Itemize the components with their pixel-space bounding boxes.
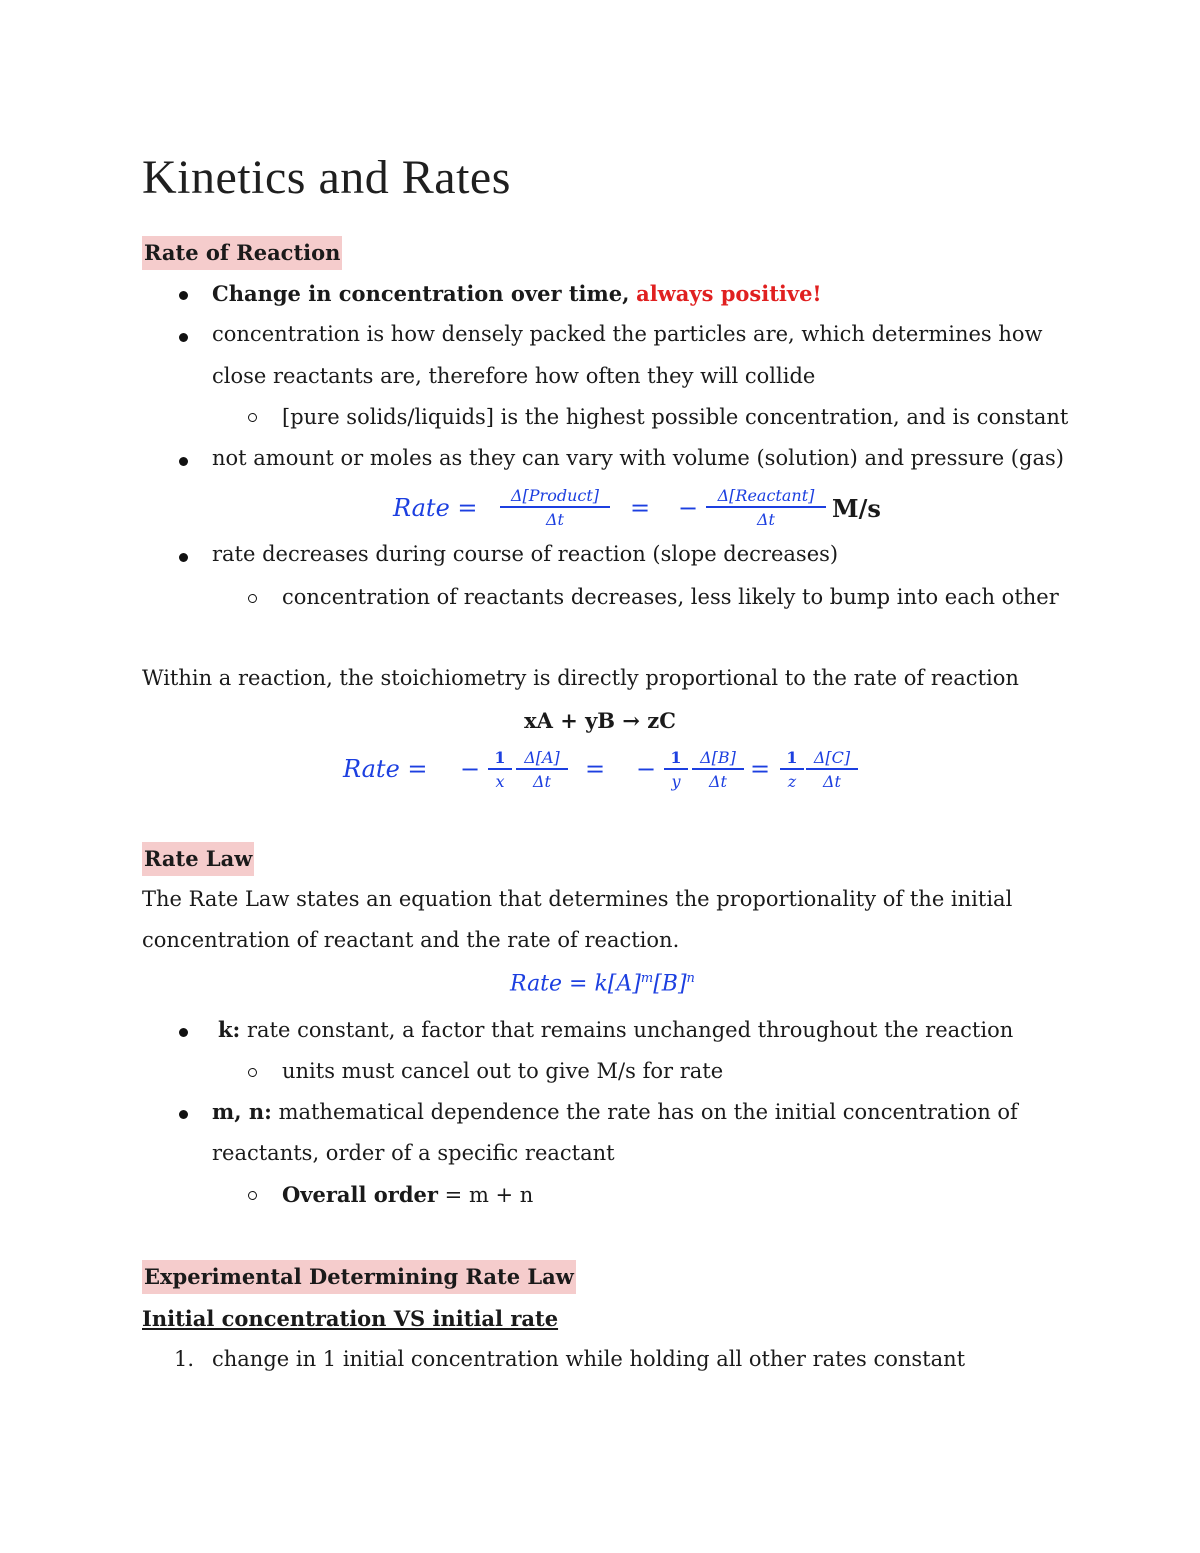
sub-bullet-overall-order: Overall order = m + n	[282, 1182, 534, 1207]
numbered-item-1: change in 1 initial concentration while holding all other rates constant	[212, 1347, 966, 1371]
section-heading-experimental: Experimental Determining Rate Law	[142, 1264, 576, 1289]
eq2-minus2: −	[636, 755, 657, 783]
sub-bullet-pure-solids: [pure solids/liquids] is the highest possible concentration, and is constant	[282, 405, 1069, 429]
eq2-lhs: Rate =	[343, 755, 428, 783]
sub-bullet-units-cancel: units must cancel out to give M/s for rate	[282, 1059, 724, 1083]
bullet-k-rate-constant: k: rate constant, a factor that remains unchanged throughout the reaction	[218, 1017, 1014, 1042]
reaction-equation: xA + yB → zC	[524, 708, 676, 733]
bullet-icon	[179, 333, 188, 342]
eq2-minus1: −	[460, 755, 481, 783]
rate-law-paragraph-line1: The Rate Law states an equation that determines the proportionality of the initial	[142, 887, 1013, 911]
bullet-concentration-line1: concentration is how densely packed the particles are, which determines how	[212, 322, 1043, 346]
sub-bullet-icon	[248, 1191, 257, 1200]
eq2-coef-x: $\frac{1}{x}$	[488, 748, 512, 791]
bullet-concentration-line2: close reactants are, therefore how often they will collide	[212, 364, 816, 388]
bullet-icon	[179, 1028, 188, 1037]
bullet-icon	[179, 457, 188, 466]
eq1-fraction-product: Δ[Product] Δt	[500, 486, 610, 529]
section-heading-rate-of-reaction: Rate of Reaction	[142, 240, 342, 265]
eq2-fraction-b: $\frac{\Delta[B]}{\Delta t}$	[692, 748, 744, 791]
eq2-fraction-a: $\frac{\Delta[A]}{\Delta t}$	[516, 748, 568, 791]
bullet-icon	[179, 553, 188, 562]
sub-bullet-icon	[248, 413, 257, 422]
eq2-equals2: =	[750, 755, 771, 783]
eq1-lhs: Rate =	[393, 494, 478, 522]
bullet-icon	[179, 1110, 188, 1119]
numbered-item-1-number: 1.	[174, 1347, 195, 1371]
stoichiometry-paragraph: Within a reaction, the stoichiometry is directly proportional to the rate of reaction	[142, 666, 1019, 690]
sub-bullet-concentration-decreases: concentration of reactants decreases, less likely to bump into each other	[282, 585, 1059, 609]
page-title: Kinetics and Rates	[142, 151, 511, 204]
bullet-icon	[179, 291, 188, 300]
eq2-fraction-c: $\frac{\Delta[C]}{\Delta t}$	[806, 748, 858, 791]
sub-bullet-icon	[248, 594, 257, 603]
eq1-unit: M/s	[832, 494, 881, 523]
eq2-coef-z: $\frac{1}{z}$	[780, 748, 804, 791]
subheading-initial-concentration: Initial concentration VS initial rate	[142, 1306, 559, 1331]
bullet-not-amount: not amount or moles as they can vary with volume (solution) and pressure (gas)	[212, 446, 1064, 470]
bullet-rate-decreases: rate decreases during course of reaction (slope decreases)	[212, 542, 839, 566]
bullet-change-in-concentration: Change in concentration over time, always positive!	[212, 281, 822, 306]
eq2-equals1: =	[585, 755, 606, 783]
eq2-coef-y: $\frac{1}{y}$	[664, 748, 688, 791]
bullet-m-n-line2: reactants, order of a specific reactant	[212, 1141, 615, 1165]
bullet-m-n-line1: m, n: mathematical dependence the rate has on the initial concentration of	[212, 1099, 1018, 1124]
section-heading-rate-law: Rate Law	[142, 846, 254, 871]
eq1-minus: −	[678, 494, 699, 522]
rate-law-equation: Rate = $k[A]^m[B]^n$	[510, 971, 695, 997]
sub-bullet-icon	[248, 1068, 257, 1077]
rate-law-paragraph-line2: concentration of reactant and the rate of reaction.	[142, 928, 680, 952]
eq1-equals: =	[630, 494, 651, 522]
eq1-fraction-reactant: Δ[Reactant] Δt	[706, 486, 826, 529]
